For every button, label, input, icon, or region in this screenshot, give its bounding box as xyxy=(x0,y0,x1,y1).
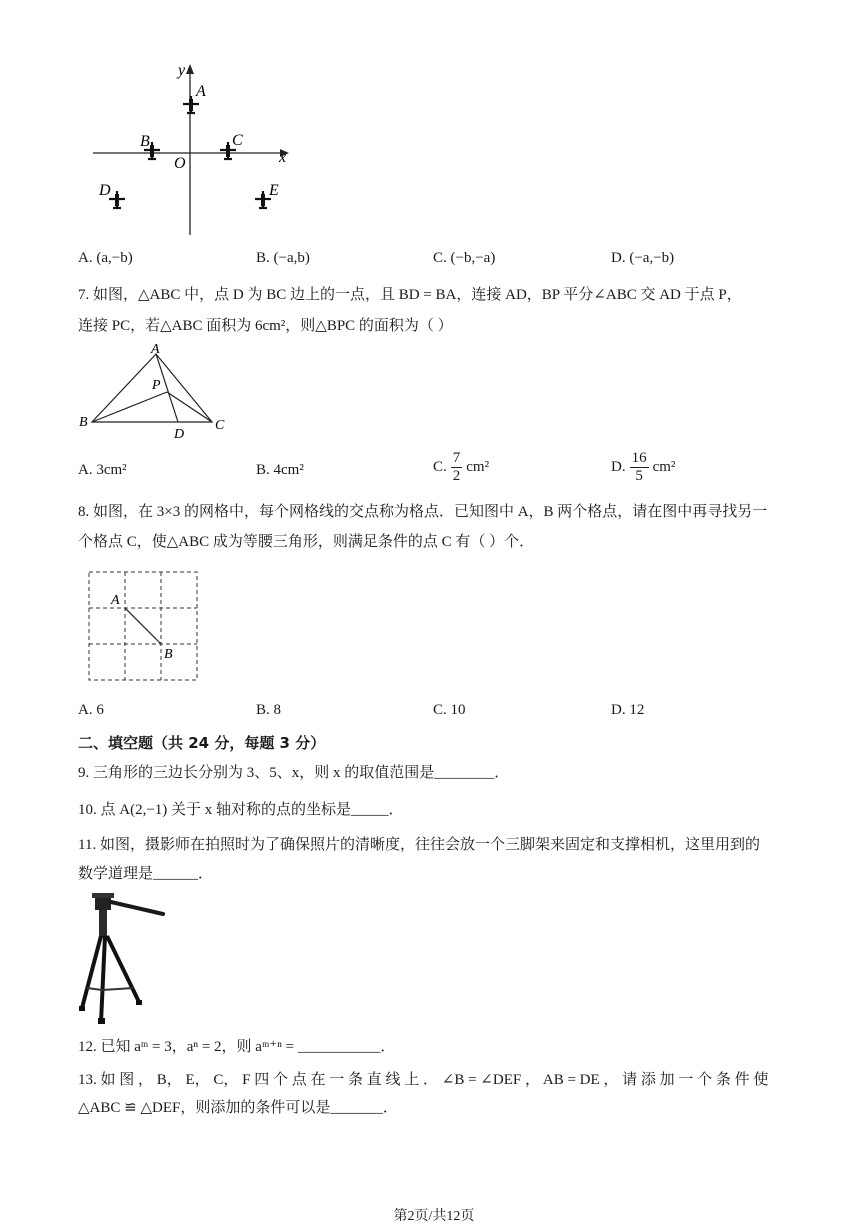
triangle-abc-figure xyxy=(75,342,235,442)
origin-label: O xyxy=(174,155,186,172)
x-axis-label: x xyxy=(279,149,287,166)
q8-option-b: B. 8 xyxy=(256,702,282,718)
q6-option-c: C. (−b,−a) xyxy=(433,250,496,266)
q7-option-c-fraction xyxy=(451,450,463,485)
tripod-leg xyxy=(82,936,101,1008)
segment-bp xyxy=(92,392,167,422)
page-number-footer: 第2页/共12页 xyxy=(393,1209,475,1224)
q7-option-d-fraction xyxy=(630,450,649,485)
q8-option-c: C. 10 xyxy=(433,702,466,718)
tripod-photo xyxy=(75,890,170,1025)
grid-3x3-figure xyxy=(85,568,205,688)
section-heading: 二、填空题（共 24 分，每题 3 分） xyxy=(78,734,326,752)
y-axis-arrow xyxy=(186,64,194,74)
q7-text-line2: 连接 PC，若△ABC 面积为 6cm²，则△BPC 的面积为（ ） xyxy=(78,318,453,334)
q7-option-d xyxy=(611,450,675,485)
point-a-label: A xyxy=(196,83,206,100)
point-d-label: D xyxy=(99,182,111,199)
q7-option-b: B. 4cm² xyxy=(256,462,304,478)
pan-handle xyxy=(111,902,163,914)
tripod-leg xyxy=(107,936,139,1002)
q7-option-d-numerator: 16 xyxy=(631,450,647,466)
q9-text: 9. 三角形的三边长分别为 3、5、x，则 x 的取值范围是________． xyxy=(78,765,510,781)
q7-option-c-numerator: 7 xyxy=(452,450,461,466)
q6-option-d: D. (−a,−b) xyxy=(611,250,675,266)
point-p-label: P xyxy=(152,378,161,393)
vertex-c-label: C xyxy=(215,418,225,433)
point-c-label: C xyxy=(232,132,243,149)
q7-option-d-prefix: D. xyxy=(611,459,626,475)
q6-option-a: A. (a,−b) xyxy=(78,250,133,266)
vertex-a-label: A xyxy=(151,342,160,357)
q8-text-line2: 个格点 C，使△ABC 成为等腰三角形，则满足条件的点 C 有（ ）个． xyxy=(78,534,535,550)
q13-text-line1: 13. 如 图 ， B， E， C， F 四 个 点 在 一 条 直 线 上 ． ∠B = ∠DEF ， AB = DE ， 请 添 加 一 个 条 件 使 xyxy=(78,1072,769,1088)
tripod-head xyxy=(95,896,111,910)
y-axis-label: y xyxy=(178,62,186,79)
airplane-icon-d xyxy=(109,191,125,209)
q7-option-a: A. 3cm² xyxy=(78,462,127,478)
vertex-b-label: B xyxy=(79,415,88,430)
segment-ab xyxy=(125,608,161,644)
point-b-label: B xyxy=(140,133,150,150)
q7-option-c-prefix: C. xyxy=(433,459,447,475)
q13-text-line2: △ABC ≌ △DEF，则添加的条件可以是_______． xyxy=(78,1100,398,1116)
q7-option-d-unit: cm² xyxy=(652,459,676,475)
q7-option-c-denominator: 2 xyxy=(452,468,461,484)
q8-text-line1: 8. 如图，在 3×3 的网格中，每个网格线的交点称为格点．已知图中 A，B 两个格点，请在图中再寻找另一 xyxy=(78,504,768,520)
coordinate-plane-figure xyxy=(85,55,305,240)
q8-option-a: A. 6 xyxy=(78,702,104,718)
q10-text: 10. 点 A(2,−1) 关于 x 轴对称的点的坐标是_____． xyxy=(78,802,404,818)
tripod-leg xyxy=(101,936,105,1022)
q7-option-c-unit: cm² xyxy=(466,459,490,475)
q11-text-line2: 数学道理是______． xyxy=(78,866,214,882)
q7-text-line1: 7. 如图，△ABC 中，点 D 为 BC 边上的一点，且 BD = BA，连接 AD，BP 平分∠ABC 交 AD 于点 P， xyxy=(78,287,742,303)
q7-option-d-denominator: 5 xyxy=(635,468,643,484)
point-a-label: A xyxy=(111,593,120,608)
point-d-label: D xyxy=(174,427,185,442)
q8-option-d: D. 12 xyxy=(611,702,645,718)
q11-text-line1: 11. 如图，摄影师在拍照时为了确保照片的清晰度，往往会放一个三脚架来固定和支撑相机，这里用到的 xyxy=(78,837,760,853)
q6-option-b: B. (−a,b) xyxy=(256,250,310,266)
q12-text: 12. 已知 aᵐ = 3，aⁿ = 2，则 aᵐ⁺ⁿ = ___________． xyxy=(78,1039,396,1055)
q7-option-c xyxy=(433,450,489,485)
point-b-label: B xyxy=(164,647,173,662)
point-e-label: E xyxy=(269,182,279,199)
